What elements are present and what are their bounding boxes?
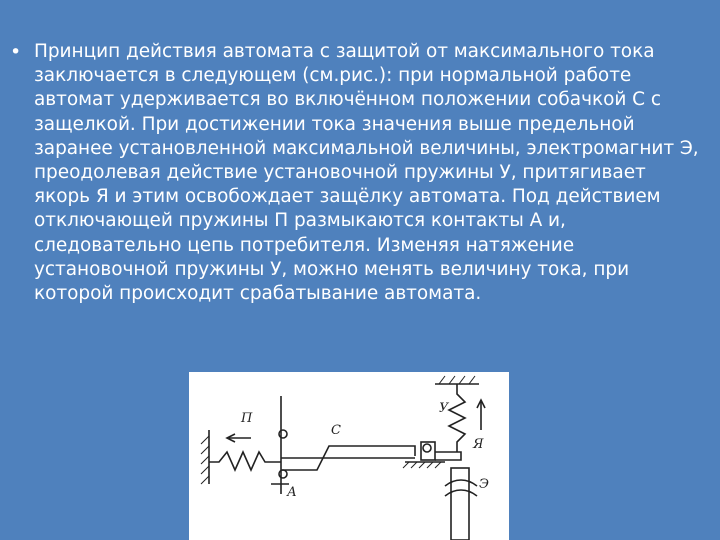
spring-p — [209, 452, 281, 470]
label-contacts-a: А — [287, 485, 297, 500]
label-armature-ya: Я — [473, 437, 484, 452]
label-magnet-e: Э — [479, 477, 489, 492]
label-spring-p: П — [241, 411, 253, 426]
bullet-paragraph — [10, 40, 710, 306]
magnet-coil — [445, 480, 477, 496]
diagram-canvas — [189, 372, 509, 540]
ceiling-hatch — [439, 376, 475, 384]
circuit-breaker-diagram — [189, 372, 509, 540]
armature — [435, 452, 461, 460]
bullet-icon: • — [10, 41, 22, 63]
latch-base-hatch — [403, 462, 441, 468]
label-dog-c: С — [331, 423, 341, 438]
left-wall-hatch — [201, 436, 209, 484]
label-spring-u: У — [439, 401, 449, 416]
spring-u — [449, 384, 465, 452]
paragraph-text: Принцип действия автомата с защитой от максимального тока заключается в следующем (см.рис.): при нормальной работе автомат удерживается во включённом положении собачкой С с защелкой. При достижении тока значения выше предельной заранее установленной максимальной величины, электромагнит Э, преодолевая действие установочной пружины У, притягивает якорь Я и этим освобождает защёлку автомата. Под действием отключающей пружины П размыкаются контакты А и, следовательно цепь потребителя. Изменяя натяжение установочной пружины У, можно менять величину тока, при которой происходит срабатывание автомата. — [34, 41, 699, 305]
electromagnet-core — [451, 468, 469, 540]
latch-roller-1 — [423, 444, 431, 452]
